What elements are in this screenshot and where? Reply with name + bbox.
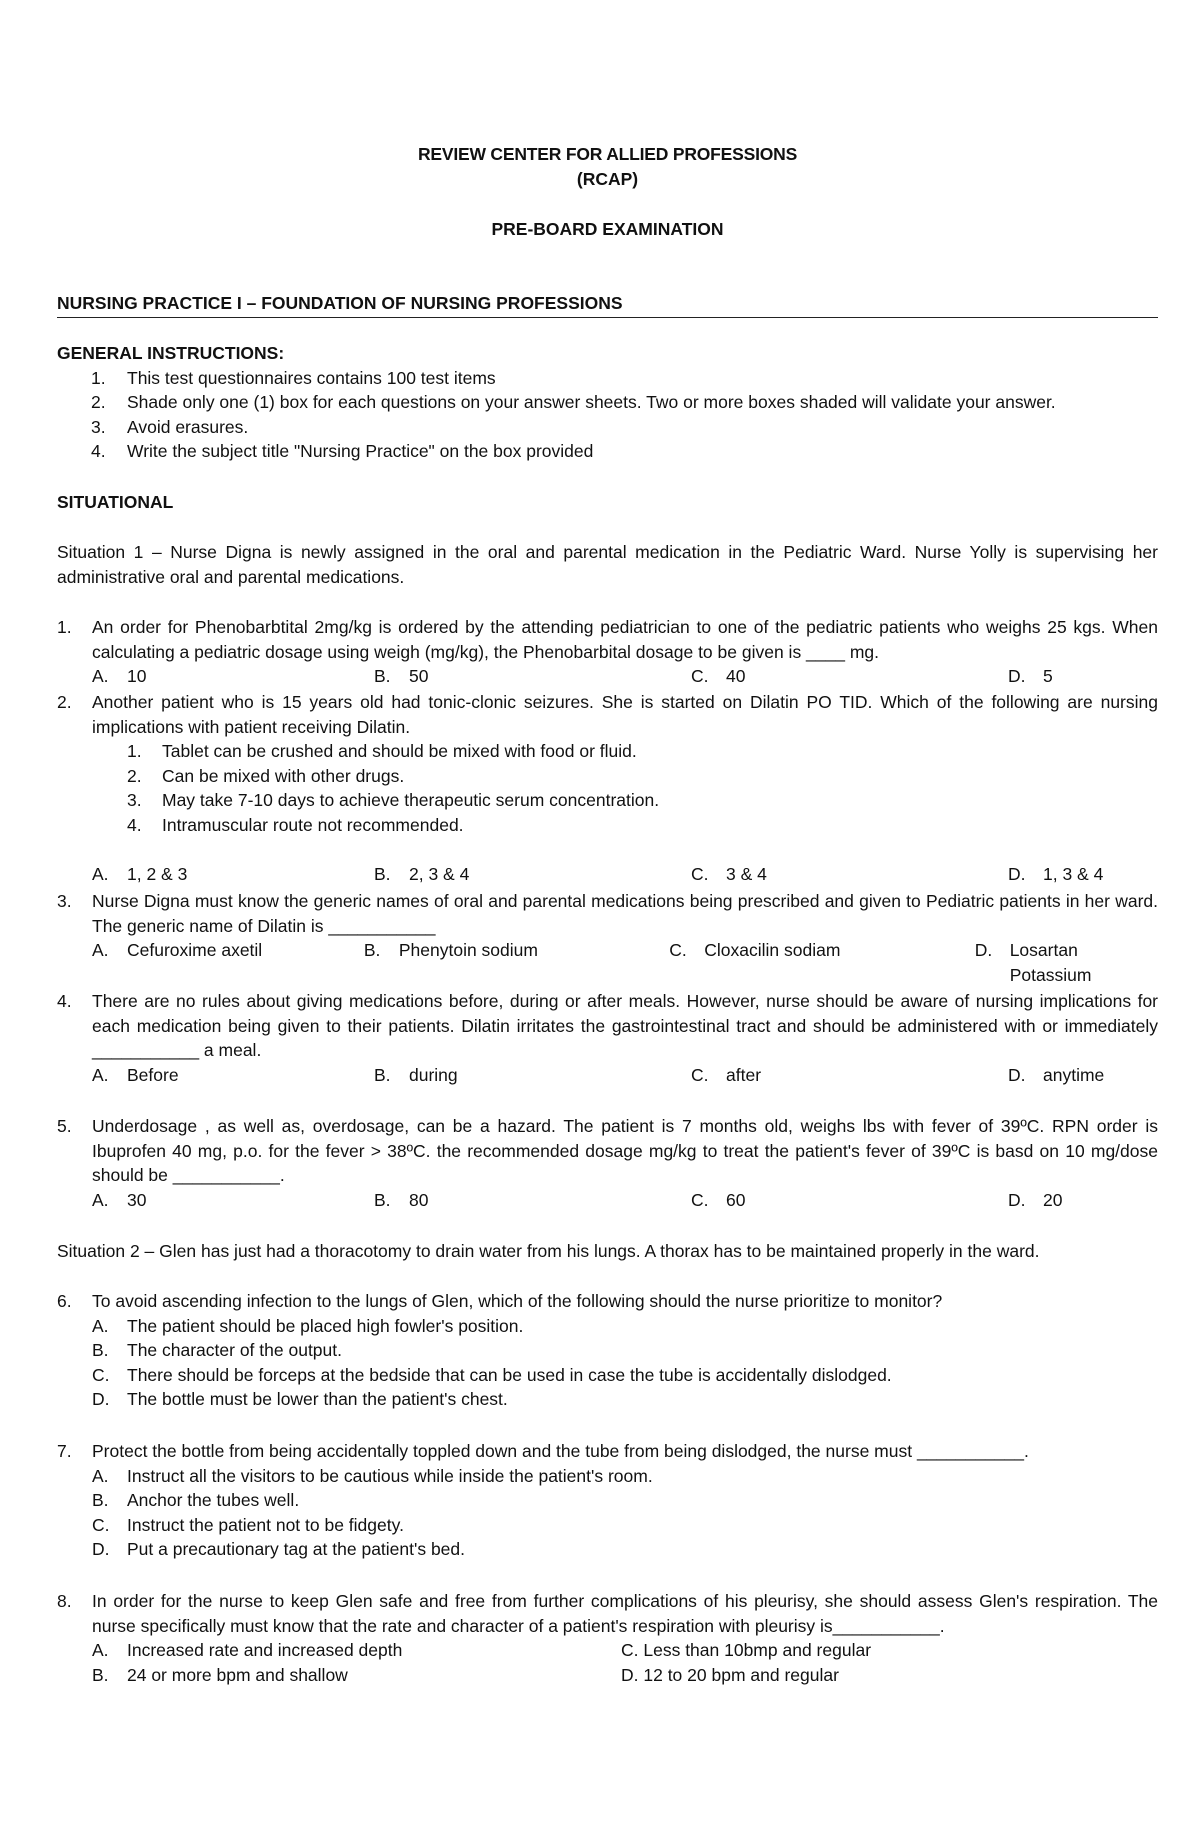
question-number: 7. xyxy=(57,1441,72,1461)
choice-b: B. The character of the output. xyxy=(92,1340,342,1360)
choices-row xyxy=(92,938,1158,987)
choice-d: D. The bottle must be lower than the patient's chest. xyxy=(92,1389,508,1409)
question-number: 3. xyxy=(57,891,72,911)
item-text: Avoid erasures. xyxy=(127,416,249,437)
choice-c: C. There should be forceps at the bedside that can be used in case the tube is accidentally dislodged. xyxy=(92,1364,892,1385)
question-text: An order for Phenobarbtital 2mg/kg is ordered by the attending pediatrician to one of the pediatric patients who weighs 25 kgs. When calculating a pediatric dosage using weigh (mg/kg), the Phenobarbital dosage to be given is ____ mg. xyxy=(92,617,1158,662)
instructions-block xyxy=(57,341,1158,464)
question-2 xyxy=(57,690,1158,887)
question-text: Another patient who is 15 years old had tonic-clonic seizures. She is started on Dilatin PO TID. Which of the following are nursing implications with patient receiving Dilatin. xyxy=(92,692,1158,737)
sub-item: 4. Intramuscular route not recommended. xyxy=(127,814,464,835)
question-number: 2. xyxy=(57,692,72,712)
choice-d: D. 1, 3 & 4 xyxy=(1008,864,1104,884)
question-number: 4. xyxy=(57,991,72,1011)
sub-item: 1. Tablet can be crushed and should be mixed with food or fluid. xyxy=(127,741,637,761)
choice-a: A. The patient should be placed high fowler's position. xyxy=(92,1315,524,1336)
choice-c: C. Less than 10bmp and regular xyxy=(621,1640,872,1660)
question-number: 5. xyxy=(57,1116,72,1136)
choice-a: A. 10 xyxy=(92,666,147,686)
choice-c: C. 3 & 4 xyxy=(691,864,767,884)
list-item xyxy=(57,366,1158,391)
choice-c: C. Cloxacilin sodiam xyxy=(669,940,841,960)
choice-a: A. 30 xyxy=(92,1189,147,1210)
question-text: In order for the nurse to keep Glen safe and free from further complications of his pleurisy, she should assess Glen's respiration. The nurse specifically must know that the rate and character of a patient's respiration with pleurisy is___________. xyxy=(92,1591,1158,1636)
exam-title: PRE-BOARD EXAMINATION xyxy=(491,219,724,239)
choice-d: D. anytime xyxy=(1008,1064,1105,1085)
question-7 xyxy=(57,1439,1158,1562)
question-3 xyxy=(57,889,1158,987)
list-item xyxy=(57,390,1158,415)
instructions-list xyxy=(57,366,1158,464)
choice-c: C. Instruct the patient not to be fidgety. xyxy=(92,1514,404,1535)
choice-d: D. 5 xyxy=(1008,666,1053,686)
choice-b: B. during xyxy=(374,1064,458,1085)
choice-b: B. 50 xyxy=(374,666,429,686)
choice-b: B. 2, 3 & 4 xyxy=(374,864,470,884)
choices-row xyxy=(92,1188,1158,1213)
question-4 xyxy=(57,989,1158,1087)
choice-b: B. Phenytoin sodium xyxy=(363,940,538,960)
choice-a: A. Before xyxy=(92,1064,179,1085)
question-text: Underdosage , as well as, overdosage, can be a hazard. The patient is 7 months old, weighs lbs with fever of 39ºC. RPN order is Ibuprofen 40 mg, p.o. for the fever > 38ºC. the recommended dosage mg/kg to treat the patient's fever of 39ºC is basd on 10 mg/dose should be ___________. xyxy=(92,1116,1158,1185)
center-name: REVIEW CENTER FOR ALLIED PROFESSIONS xyxy=(417,144,798,164)
choice-a: A. 1, 2 & 3 xyxy=(92,864,188,884)
situation-1: Situation 1 – Nurse Digna is newly assigned in the oral and parental medication in the Pediatric Ward. Nurse Yolly is supervising her administrative oral and parental medications. xyxy=(57,542,1158,587)
question-number: 8. xyxy=(57,1591,72,1611)
question-8 xyxy=(57,1589,1158,1687)
item-text: Shade only one (1) box for each questions on your answer sheets. Two or more boxes shaded will validate your answer. xyxy=(127,392,1056,412)
choices-row xyxy=(92,862,1158,887)
choices-row xyxy=(92,1063,1158,1088)
item-number: 4. xyxy=(91,441,106,461)
item-number: 1. xyxy=(91,367,106,388)
subject-title: NURSING PRACTICE I – FOUNDATION OF NURSING PROFESSIONS xyxy=(57,291,1158,318)
choice-c: C. after xyxy=(691,1064,762,1085)
instructions-heading: GENERAL INSTRUCTIONS: xyxy=(57,343,285,363)
choices-row xyxy=(92,664,1158,689)
choice-d: D. 20 xyxy=(1008,1189,1063,1210)
question-text: To avoid ascending infection to the lungs of Glen, which of the following should the nurse prioritize to monitor? xyxy=(92,1291,943,1311)
sub-item: 3. May take 7-10 days to achieve therapeutic serum concentration. xyxy=(127,790,660,810)
choice-d: D. Put a precautionary tag at the patient's bed. xyxy=(92,1539,466,1559)
list-item xyxy=(57,415,1158,440)
choice-a: A. Cefuroxime axetil xyxy=(92,940,263,960)
choice-b: B. 24 or more bpm and shallow xyxy=(92,1664,348,1685)
situation-2: Situation 2 – Glen has just had a thoracotomy to drain water from his lungs. A thorax has to be maintained properly in the ward. xyxy=(57,1241,1040,1261)
choice-d: D. 12 to 20 bpm and regular xyxy=(621,1664,839,1685)
choice-c: C. 40 xyxy=(691,666,746,686)
choice-d: D. Losartan Potassium xyxy=(974,940,1092,985)
choices-row xyxy=(92,1638,1158,1663)
choice-a: A. Increased rate and increased depth xyxy=(92,1640,403,1660)
choice-a: A. Instruct all the visitors to be cautious while inside the patient's room. xyxy=(92,1465,653,1486)
question-number: 1. xyxy=(57,617,72,637)
center-abbreviation: (RCAP) xyxy=(576,169,639,189)
item-text: This test questionnaires contains 100 test items xyxy=(127,367,496,388)
question-5 xyxy=(57,1114,1158,1212)
choice-c: C. 60 xyxy=(691,1189,746,1210)
item-text: Write the subject title "Nursing Practice" on the box provided xyxy=(127,441,594,461)
question-text: Nurse Digna must know the generic names of oral and parental medications being prescribed and given to Pediatric patients in her ward. The generic name of Dilatin is ___________ xyxy=(92,891,1158,936)
question-6 xyxy=(57,1289,1158,1412)
choice-b: B. 80 xyxy=(374,1189,429,1210)
choice-b: B. Anchor the tubes well. xyxy=(92,1490,300,1510)
item-number: 3. xyxy=(91,416,106,437)
question-text: Protect the bottle from being accidentally toppled down and the tube from being dislodged, the nurse must ___________. xyxy=(92,1441,1029,1461)
question-number: 6. xyxy=(57,1291,72,1311)
sub-item: 2. Can be mixed with other drugs. xyxy=(127,765,405,786)
question-text: There are no rules about giving medications before, during or after meals. However, nurse should be aware of nursing implications for each medication being given to their patients. Dilatin irritates the gastrointestinal tract and should be administered with or immediately ___________ a meal. xyxy=(92,991,1158,1060)
item-number: 2. xyxy=(91,392,106,412)
choices-row xyxy=(92,1663,1158,1688)
question-1 xyxy=(57,615,1158,689)
list-item xyxy=(57,439,1158,464)
section-heading: SITUATIONAL xyxy=(57,492,174,512)
